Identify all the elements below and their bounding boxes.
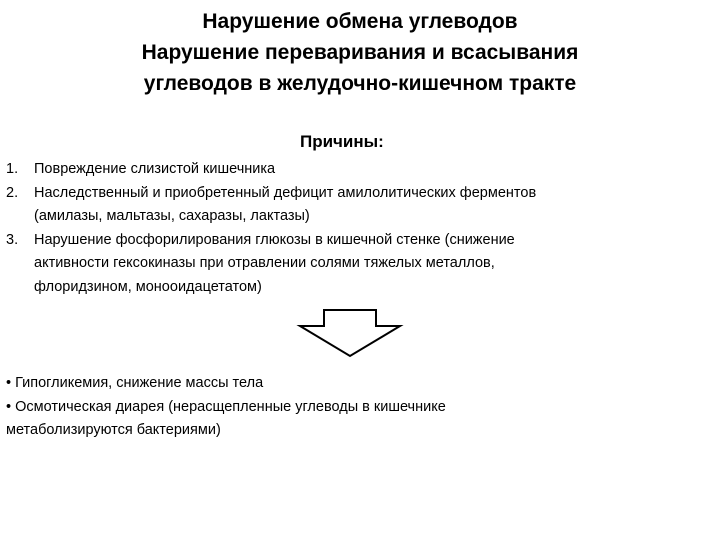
effect-line-2: • Осмотическая диарея (нерасщепленные углеводы в кишечнике <box>6 398 446 415</box>
causes-heading: Причины: <box>300 132 384 151</box>
cause-line: флоридзином, монооидацетатом) <box>34 278 262 295</box>
cause-line: Повреждение слизистой кишечника <box>34 161 276 177</box>
title-line-3: углеводов в желудочно-кишечном тракте <box>143 72 577 95</box>
cause-item-3 <box>6 229 706 300</box>
cause-item-2 <box>6 182 706 229</box>
causes-list <box>6 158 706 299</box>
cause-text <box>34 182 706 229</box>
slide-title <box>0 6 720 99</box>
cause-text <box>34 229 706 300</box>
title-line-1: Нарушение обмена углеводов <box>202 10 518 33</box>
cause-text <box>34 158 706 182</box>
cause-item-1 <box>6 158 706 182</box>
cause-line: активности гексокиназы при отравлении солями тяжелых металлов, <box>34 255 495 271</box>
cause-line: Нарушение фосфорилирования глюкозы в кишечной стенке (снижение <box>34 231 515 248</box>
effect-line-3: метаболизируются бактериями) <box>6 422 221 438</box>
cause-number: 3. <box>6 231 19 248</box>
cause-line: Наследственный и приобретенный дефицит амилолитических ферментов <box>34 184 537 201</box>
title-line-2: Нарушение переваривания и всасывания <box>141 41 579 64</box>
cause-number: 1. <box>6 161 19 177</box>
down-arrow-icon <box>296 308 404 360</box>
effect-line-1: • Гипогликемия, снижение массы тела <box>6 375 264 391</box>
cause-line: (амилазы, мальтазы, сахаразы, лактазы) <box>34 208 310 224</box>
cause-number: 2. <box>6 184 19 201</box>
effects-list <box>6 372 706 443</box>
